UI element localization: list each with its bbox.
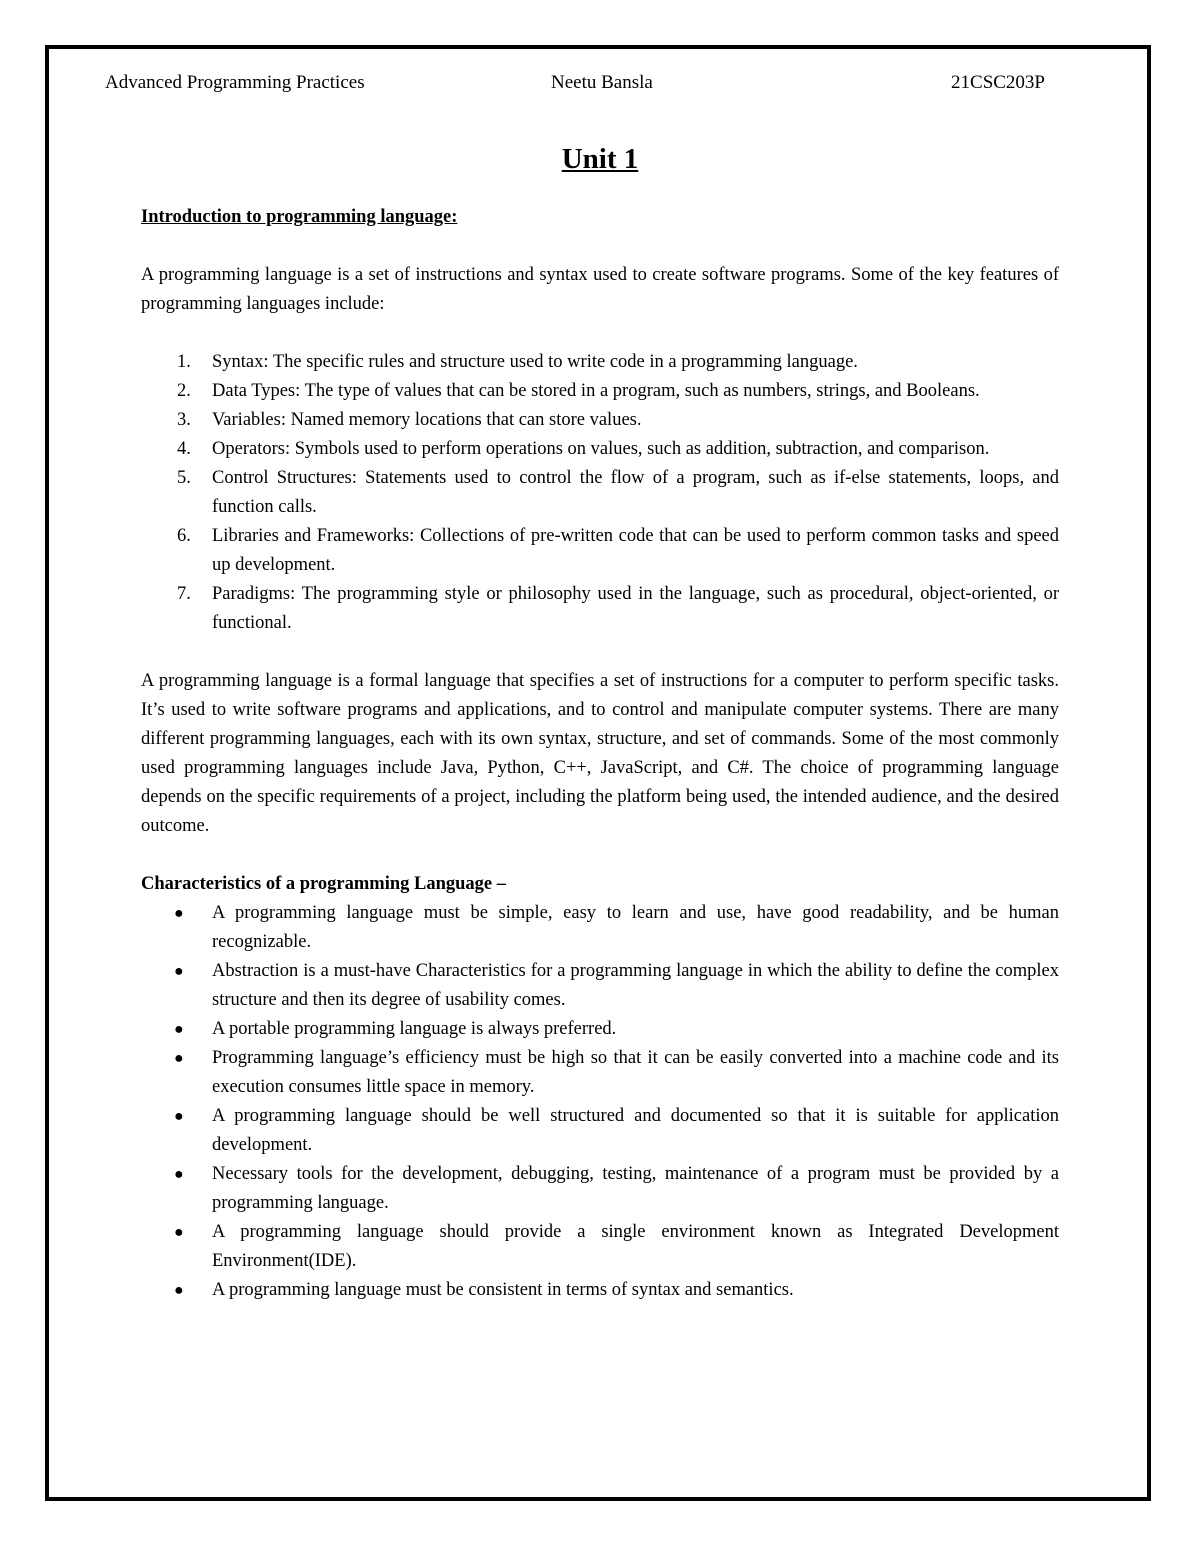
characteristics-list <box>141 899 1059 1305</box>
bullet-icon: ● <box>174 1224 184 1241</box>
description-paragraph: A programming language is a formal language that specifies a set of instructions for a computer to perform specific tasks. It’s used to write software programs and applications, and to control and manipulate computer systems. There are many different programming languages, each with its own syntax, structure, and set of commands. Some of the most commonly used programming languages include Java, Python, C++, JavaScript, and C#. The choice of programming language depends on the specific requirements of a project, including the platform being used, the intended audience, and the desired outcome. <box>141 671 1059 836</box>
characteristic-text: Abstraction is a must-have Characteristics for a programming language in which the ability to define the complex structure and then its degree of usability comes. <box>212 961 1059 1010</box>
characteristic-text: Necessary tools for the development, debugging, testing, maintenance of a program must be provided by a programming language. <box>212 1164 1059 1213</box>
feature-text: Variables: Named memory locations that can store values. <box>212 410 642 430</box>
feature-number: 4. <box>177 439 191 459</box>
feature-number: 6. <box>177 526 191 546</box>
feature-item <box>177 580 1059 638</box>
characteristic-item <box>174 899 1059 957</box>
characteristic-item <box>174 1015 1059 1044</box>
document-body <box>141 203 1059 1305</box>
header-author: Neetu Bansla <box>551 72 653 93</box>
characteristic-text: A programming language should be well structured and documented so that it is suitable for application development. <box>212 1106 1059 1155</box>
characteristic-item <box>174 1160 1059 1218</box>
unit-title: Unit 1 <box>561 143 639 175</box>
feature-text: Data Types: The type of values that can be stored in a program, such as numbers, strings, and Booleans. <box>212 381 980 401</box>
feature-number: 2. <box>177 381 191 401</box>
bullet-icon: ● <box>174 905 184 922</box>
characteristic-text: A portable programming language is always preferred. <box>212 1019 617 1039</box>
bullet-icon: ● <box>174 1021 184 1038</box>
characteristic-item <box>174 1044 1059 1102</box>
page-header <box>105 72 1045 98</box>
feature-item <box>177 435 1059 464</box>
characteristic-text: A programming language should provide a single environment known as Integrated Development Environment(IDE). <box>212 1222 1059 1271</box>
feature-item <box>177 348 1059 377</box>
header-course: Advanced Programming Practices <box>105 72 365 93</box>
feature-text: Libraries and Frameworks: Collections of pre-written code that can be used to perform common tasks and speed up development. <box>212 526 1059 575</box>
feature-number: 1. <box>177 352 191 372</box>
feature-text: Control Structures: Statements used to control the flow of a program, such as if-else statements, loops, and function calls. <box>212 468 1059 517</box>
bullet-icon: ● <box>174 963 184 980</box>
intro-paragraph: A programming language is a set of instructions and syntax used to create software programs. Some of the key features of programming languages include: <box>141 265 1059 314</box>
feature-text: Syntax: The specific rules and structure used to write code in a programming language. <box>212 352 858 372</box>
feature-item <box>177 464 1059 522</box>
feature-item <box>177 522 1059 580</box>
characteristic-item <box>174 1102 1059 1160</box>
feature-item <box>177 377 1059 406</box>
feature-number: 7. <box>177 584 191 604</box>
feature-text: Operators: Symbols used to perform operations on values, such as addition, subtraction, and comparison. <box>212 439 990 459</box>
feature-item <box>177 406 1059 435</box>
characteristic-item <box>174 957 1059 1015</box>
characteristics-heading: Characteristics of a programming Language – <box>141 874 506 894</box>
intro-heading: Introduction to programming language: <box>141 207 458 227</box>
bullet-icon: ● <box>174 1050 184 1067</box>
characteristic-item <box>174 1218 1059 1276</box>
feature-text: Paradigms: The programming style or philosophy used in the language, such as procedural, object-oriented, or functional. <box>212 584 1059 633</box>
bullet-icon: ● <box>174 1166 184 1183</box>
header-code: 21CSC203P <box>951 72 1045 93</box>
characteristic-item <box>174 1276 1059 1305</box>
features-list <box>141 348 1059 638</box>
characteristic-text: A programming language must be simple, easy to learn and use, have good readability, and be human recognizable. <box>212 903 1059 952</box>
characteristic-text: Programming language’s efficiency must be high so that it can be easily converted into a machine code and its execution consumes little space in memory. <box>212 1048 1059 1097</box>
characteristic-text: A programming language must be consistent in terms of syntax and semantics. <box>212 1280 794 1300</box>
bullet-icon: ● <box>174 1282 184 1299</box>
feature-number: 3. <box>177 410 191 430</box>
bullet-icon: ● <box>174 1108 184 1125</box>
feature-number: 5. <box>177 468 191 488</box>
